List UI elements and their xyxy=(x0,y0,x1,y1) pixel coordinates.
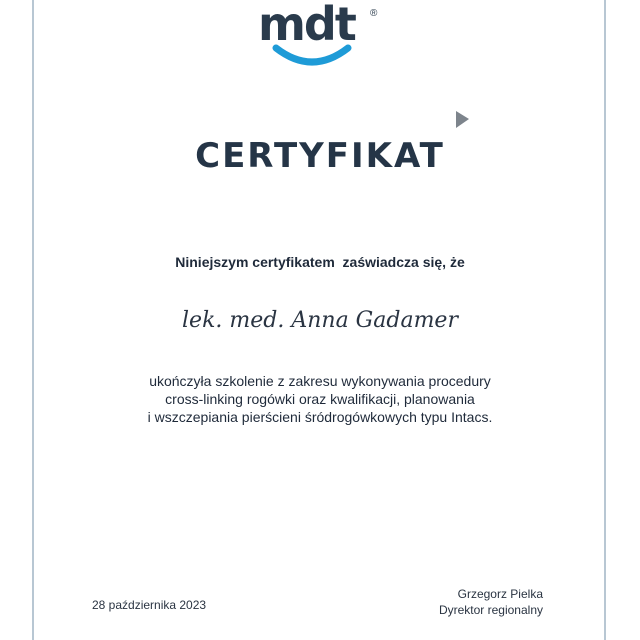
mdt-logo xyxy=(258,0,382,78)
certificate-intro: Niniejszym certyfikatem zaświadcza się, że xyxy=(175,254,465,270)
body-line: cross-linking rogówki oraz kwalifikacji, planowania xyxy=(165,391,475,407)
signer-block xyxy=(420,586,543,618)
body-line: ukończyła szkolenie z zakresu wykonywania procedury xyxy=(149,373,491,389)
issue-date: 28 października 2023 xyxy=(92,598,207,612)
body-line: i wszczepiania pierścieni śródrogówkowych typu Intacs. xyxy=(147,409,493,425)
recipient-name: lek. med. Anna Gadamer xyxy=(182,308,458,333)
certificate-title: CERTYFIKAT xyxy=(195,136,445,176)
logo-registered-mark: ® xyxy=(370,8,378,19)
signer-role: Dyrektor regionalny xyxy=(438,603,543,617)
cursor-arrow-icon xyxy=(455,110,471,130)
certificate-body xyxy=(0,372,640,426)
signer-name: Grzegorz Pielka xyxy=(457,587,543,601)
logo-wordmark: mdt xyxy=(258,0,355,51)
logo-smile-icon xyxy=(272,40,352,74)
